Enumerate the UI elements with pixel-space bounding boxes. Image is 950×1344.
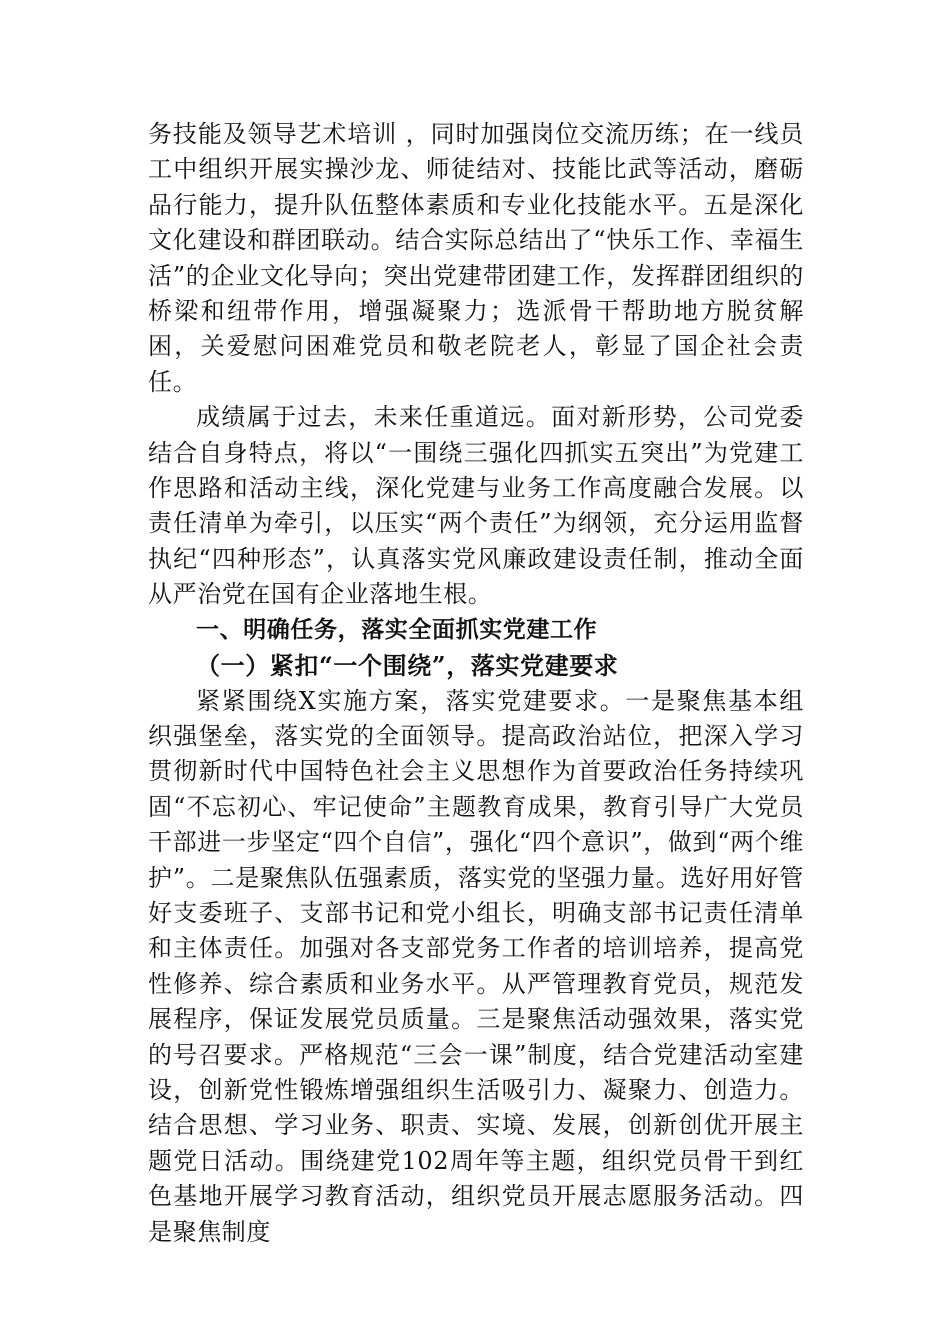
body-paragraph-3: 紧紧围绕X实施方案，落实党建要求。一是聚焦基本组织强堡垒，落实党的全面领导。提高政治站位，把深入学习贯彻新时代中国特色社会主义思想作为首要政治任务持续巩固“不忘初心、牢记使命”主题教育成果，教育引导广大党员干部进一步坚定“四个自信”，强化“四个意识”，做到“两个维护”。二是聚焦队伍强素质，落实党的坚强力量。选好用好管好支委班子、支部书记和党小组长，明确支部书记责任清单和主体责任。加强对各支部党务工作者的培训培养，提高党性修养、综合素质和业务水平。从严管理教育党员，规范发展程序，保证发展党员质量。三是聚焦活动强效果，落实党的号召要求。严格规范“三会一课”制度，结合党建活动室建设，创新党性锻炼增强组织生活吸引力、凝聚力、创造力。结合思想、学习业务、职责、实境、发展，创新创优开展主题党日活动。围绕建党102周年等主题，组织党员骨干到红色基地开展学习教育活动，组织党员开展志愿服务活动。四是聚焦制度 bbox=[148, 686, 804, 1246]
subsection-heading: （一）紧扣“一个围绕”，落实党建要求 bbox=[196, 651, 619, 681]
section-heading: 一、明确任务，落实全面抓实党建工作 bbox=[196, 616, 598, 643]
document-body bbox=[148, 117, 804, 1250]
body-paragraph-1: 务技能及领导艺术培训 ，同时加强岗位交流历练；在一线员工中组织开展实操沙龙、师徒结对、技能比武等活动，磨砺品行能力，提升队伍整体素质和专业化技能水平。五是深化文化建设和群团联动。结合实际总结出了“快乐工作、幸福生活”的企业文化导向；突出党建带团建工作，发挥群团组织的桥梁和纽带作用，增强凝聚力；选派骨干帮助地方脱贫解困，关爱慰问困难党员和敬老院老人，彰显了国企社会责任。 bbox=[148, 120, 804, 396]
body-paragraph-2: 成绩属于过去，未来任重道远。面对新形势，公司党委结合自身特点，将以“一围绕三强化四抓实五突出”为党建工作思路和活动主线，深化党建与业务工作高度融合发展。以责任清单为牵引，以压实“两个责任”为纲领，充分运用监督执纪“四种形态”，认真落实党风廉政建设责任制，推动全面从严治党在国有企业落地生根。 bbox=[148, 403, 804, 609]
